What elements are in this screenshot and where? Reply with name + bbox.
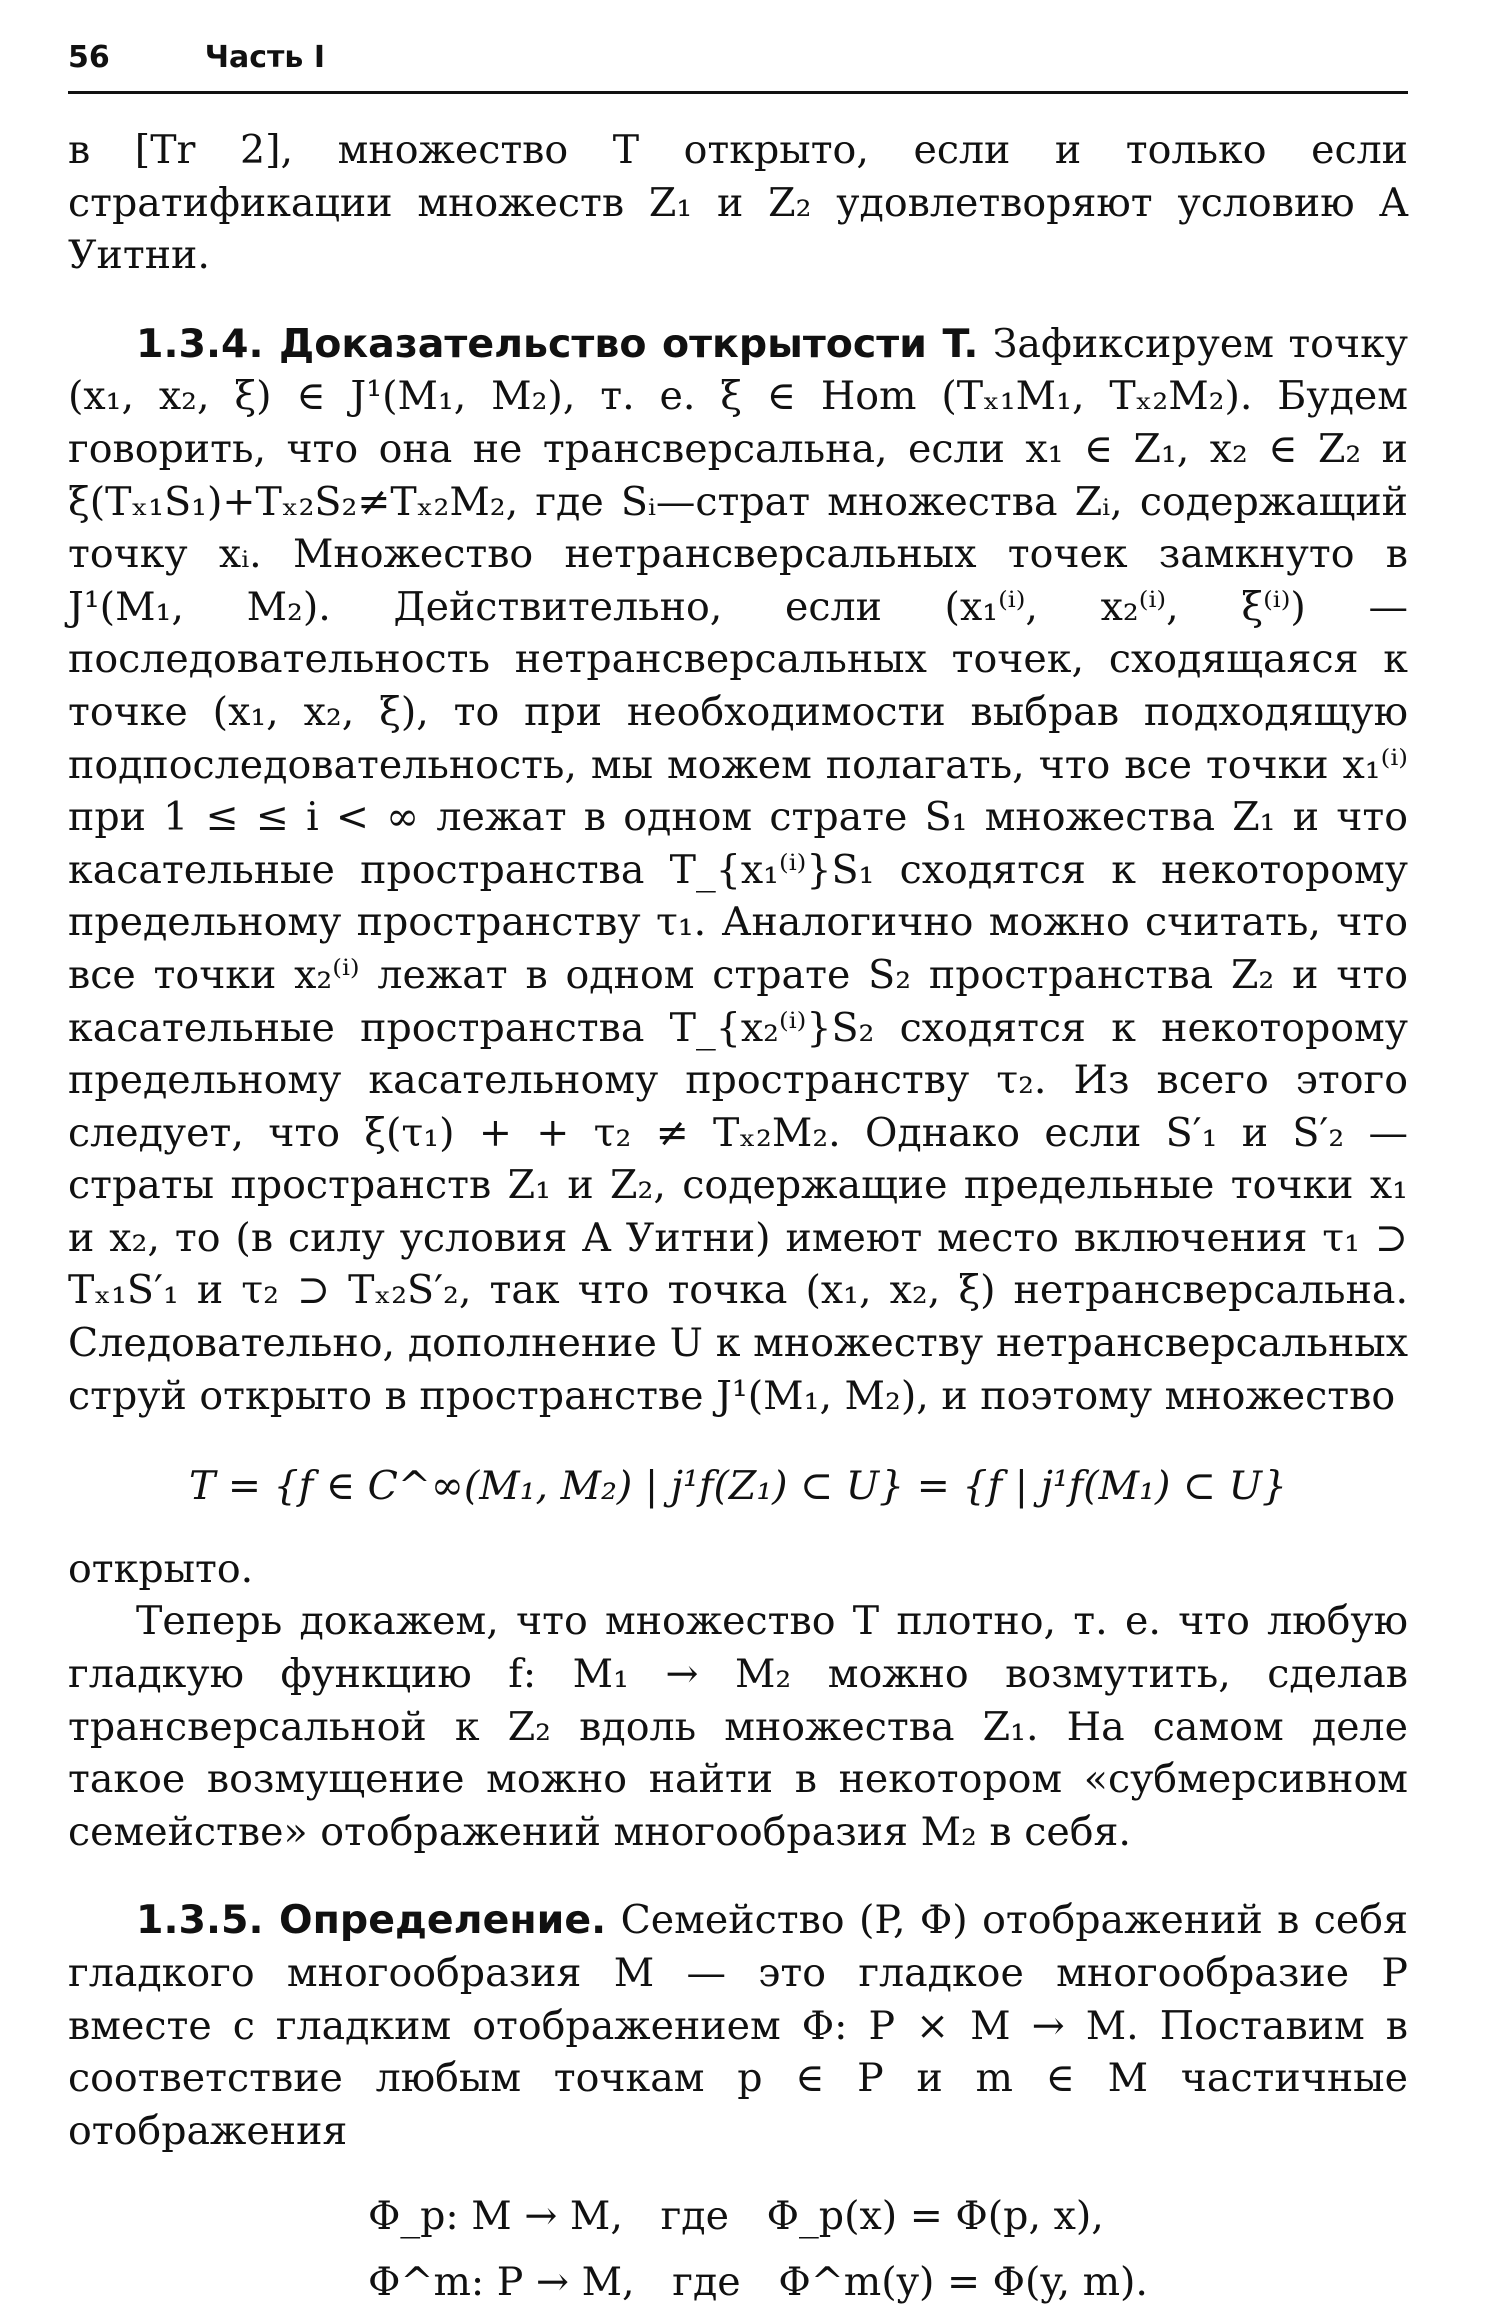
section-1-3-4-text: Зафиксируем точку (x₁, x₂, ξ) ∈ J¹(M₁, M₂), т. е. ξ ∈ Hom (Tₓ₁M₁, Tₓ₂M₂). Будем говорить, что она не трансверсальна, если x₁ ∈ Z₁, x₂ ∈ Z₂ и ξ(Tₓ₁S₁)+Tₓ₂S₂≠Tₓ₂M₂, где Sᵢ—страт множества Zᵢ, содержащий точку xᵢ. Множество нетрансверсальных точек замкнуто в J¹(M₁, M₂). Действительно, если (x₁⁽ⁱ⁾, x₂⁽ⁱ⁾, ξ⁽ⁱ⁾) — последовательность нетрансверсальных точек, сходящаяся к точке (x₁, x₂, ξ), то при необходимости выбрав подходящую подпоследовательность, мы можем полагать, что все точки x₁⁽ⁱ⁾ при 1 ≤ ≤ i < ∞ лежат в одном страте S₁ множества Z₁ и что касательные пространства T_{x₁⁽ⁱ⁾}S₁ сходятся к некоторому предельному пространству τ₁. Аналогично можно считать, что все точки x₂⁽ⁱ⁾ лежат в одном страте S₂ пространства Z₂ и что касательные пространства T_{x₂⁽ⁱ⁾}S₂ сходятся к некоторому предельному касательному пространству τ₂. Из всего этого следует, что ξ(τ₁) + + τ₂ ≠ Tₓ₂M₂. Однако если S′₁ и S′₂ — страты пространств Z₁ и Z₂, содержащие предельные точки x₁ и x₂, то (в силу условия A Уитни) имеют место включения τ₁ ⊃ Tₓ₁S′₁ и τ₂ ⊃ Tₓ₂S′₂, так что точка (x₁, x₂, ξ) нетрансверсальна. Следовательно, дополнение U к множеству нетрансверсальных струй открыто в пространстве J¹(M₁, M₂), и поэтому множество bbox=[68, 320, 1408, 1419]
paragraph-open: открыто. bbox=[68, 1545, 254, 1592]
paragraph-intro: в [Tr 2], множество T открыто, если и только если стратификации множеств Z₁ и Z₂ удовлетворяют условию A Уитни. bbox=[68, 127, 1408, 279]
formula-phi-m: Φ^m: P → M, где Φ^m(y) = Φ(y, m). bbox=[368, 2259, 1148, 2306]
section-heading-1-3-5: 1.3.5. Определение. bbox=[136, 1897, 607, 1944]
book-page bbox=[68, 40, 1408, 2315]
part-title: Часть I bbox=[204, 40, 325, 75]
section-heading-1-3-4: 1.3.4. Доказательство открытости T. bbox=[136, 320, 979, 367]
running-header bbox=[68, 40, 1408, 94]
section-1-3-5 bbox=[68, 1894, 1408, 2157]
section-1-3-5-text: Семейство (P, Φ) отображений в себя гладкого многообразия M — это гладкое многообразие P вместе с гладким отображением Φ: P × M → M. Поставим в соответствие любым точкам p ∈ P и m ∈ M частичные отображения bbox=[68, 1897, 1408, 2154]
section-1-3-4 bbox=[68, 318, 1408, 1422]
formula-T: T = {f ∈ C^∞(M₁, M₂) | j¹f(Z₁) ⊂ U} = {f | j¹f(M₁) ⊂ U} bbox=[188, 1463, 1288, 1510]
page-number: 56 bbox=[68, 40, 110, 75]
page-body bbox=[68, 124, 1408, 2315]
paragraph-density: Теперь докажем, что множество T плотно, т. е. что любую гладкую функцию f: M₁ → M₂ можно возмутить, сделав трансверсальной к Z₂ вдоль множества Z₁. На самом деле такое возмущение можно найти в некотором «субмерсивном семействе» отображений многообразия M₂ в себя. bbox=[68, 1598, 1408, 1855]
formula-phi-p: Φ_p: M → M, где Φ_p(x) = Φ(p, x), bbox=[368, 2193, 1104, 2240]
